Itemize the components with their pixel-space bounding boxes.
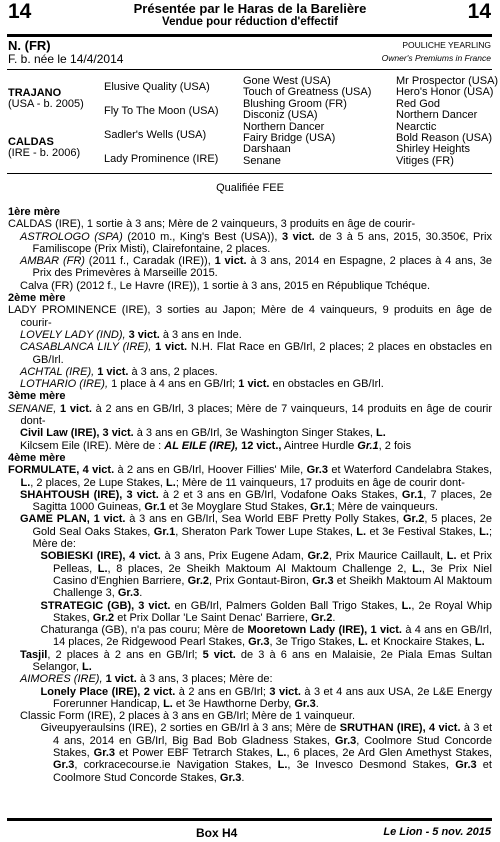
pedigree-gen2-1: Elusive Quality (USA)	[104, 81, 210, 93]
dam-name: CALDAS	[8, 136, 54, 148]
pedigree-gen4	[396, 76, 498, 167]
gen4-8: Vitiges (FR)	[396, 154, 454, 167]
third-dam-produce-2: Kilcsem Eile (IRE). Mère de : AL EILE (IRE), 12 vict., Aintree Hurdle Gr.1, 2 fois	[20, 439, 412, 452]
gen4-6: Bold Reason (USA)	[396, 132, 492, 145]
second-dam-main: LADY PROMINENCE (IRE), 3 sorties au Japon; Mère de 4 vainqueurs, 9 produits en âge de courir-	[8, 304, 492, 329]
gen3-6: Fairy Bridge (USA)	[243, 132, 336, 145]
fourth-dam-produce-1: SHAHTOUSH (IRE), 3 vict. à 2 et 3 ans en GB/Irl, Vodafone Oaks Stakes, Gr.1, 7 places, 2e Sagitta 1000 Guineas, Gr.1 et 3e Moyglare Stud Stakes, Gr.1; Mère de vainqueurs.	[20, 488, 492, 514]
consignor-line: Présentée par le Haras de la Barelière	[133, 1, 367, 16]
gen3-7: Darshaan	[243, 143, 291, 156]
gen3-3: Blushing Groom (FR)	[243, 97, 347, 110]
fourth-dam-grandproduce-4: Lonely Place (IRE), 2 vict. à 2 ans en GB/Irl; 3 vict. à 3 et 4 ans aux USA, 2e L&E Energy Forerunner Handicap, L. et 3e Hawthorne Derby, Gr.3.	[40, 685, 492, 710]
dam-info: (IRE - b. 2006)	[8, 147, 81, 160]
lot-number-right: 14	[467, 0, 491, 23]
lot-number-left: 14	[8, 0, 32, 23]
sale-venue-date: Le Lion - 5 nov. 2015	[383, 826, 491, 838]
footer-rule	[7, 818, 492, 821]
pedigree-gen2-4: Lady Prominence (IRE)	[104, 153, 219, 165]
first-dam-main: CALDAS (IRE), 1 sortie à 3 ans; Mère de 2 vainqueurs, 3 produits en âge de courir-	[8, 218, 416, 231]
second-dam-produce-3: ACHTAL (IRE), 1 vict. à 3 ans, 2 places.	[20, 365, 218, 378]
fourth-dam-grandproduce-3: Chaturanga (GB), n'a pas couru; Mère de Mooretown Lady (IRE), 1 vict. à 4 ans en GB/Irl, 14 places, 2e Ridgewood Pearl Stakes, Gr.3, 3e Trigo Stakes, L. et Knockaire Stakes, L.	[40, 624, 493, 649]
fourth-dam-produce-5: Classic Form (IRE), 2 places à 3 ans en GB/Irl; Mère de 1 vainqueur.	[20, 710, 356, 723]
gen4-1: Mr Prospector (USA)	[396, 75, 499, 87]
gen3-5: Northern Dancer	[243, 120, 325, 133]
owner-premium: Owner's Premiums in France	[381, 53, 491, 63]
gen3-1: Gone West (USA)	[243, 75, 331, 87]
pedigree-gen3	[243, 76, 371, 167]
first-dam-title: 1ère mère	[8, 206, 60, 218]
horse-category: POULICHE YEARLING	[402, 40, 491, 50]
box-number: Box H4	[196, 826, 238, 840]
first-dam-produce-1: ASTROLOGO (SPA) (2010 m., King's Best (USA)), 3 vict. de 3 à 5 ans, 2015, 30.350€, Prix Familiscope (Prix Misti), Clairefontaine, 2 places.	[20, 230, 492, 255]
horse-birth: F. b. née le 14/4/2014	[8, 52, 124, 66]
sire-info: (USA - b. 2005)	[8, 98, 84, 111]
gen4-4: Northern Dancer	[396, 109, 478, 122]
gen3-2: Touch of Greatness (USA)	[243, 86, 372, 99]
second-dam-title: 2ème mère	[8, 292, 66, 305]
fourth-dam-produce-2: GAME PLAN, 1 vict. à 3 ans en GB/Irl, Sea World EBF Pretty Polly Stakes, Gr.2, 5 places, 2e Gold Seal Oaks Stakes, Gr.1, Sheraton Park Tower Lupe Stakes, L. et 3e Festival Stakes, L.; Mère de:	[20, 513, 493, 551]
second-dam-produce-2: CASABLANCA LILY (IRE), 1 vict. N.H. Flat Race en GB/Irl, 2 places; 2 places en obstacles en GB/Irl.	[20, 341, 492, 366]
fourth-dam-main: FORMULATE, 4 vict. à 2 ans en GB/Irl, Hoover Fillies' Mile, Gr.3 et Waterford Candelabra Stakes, L., 2 places, 2e Lupe Stakes, L.; Mère de 11 vainqueurs, 17 produits en âge de courir dont-	[8, 464, 493, 489]
second-dam-produce-4: LOTHARIO (IRE), 1 place à 4 ans en GB/Irl; 1 vict. en obstacles en GB/Irl.	[20, 378, 384, 391]
third-dam-produce-1: Civil Law (IRE), 3 vict. à 3 ans en GB/Irl, 3e Washington Singer Stakes, L.	[20, 427, 386, 440]
gen4-7: Shirley Heights	[396, 143, 470, 156]
pedigree-gen2-3: Sadler's Wells (USA)	[104, 129, 207, 141]
header-rule	[7, 34, 492, 37]
gen3-4: Disconiz (USA)	[243, 109, 318, 122]
produce-record	[8, 206, 492, 784]
fourth-dam-produce-4: AIMORES (IRE), 1 vict. à 3 ans, 3 places; Mère de:	[20, 673, 273, 686]
gen3-8: Senane	[243, 154, 281, 167]
pedigree-rule-top	[7, 69, 492, 70]
pedigree-sire	[8, 88, 84, 111]
third-dam-main: SENANE, 1 vict. à 2 ans en GB/Irl, 3 places; Mère de 7 vainqueurs, 14 produits en âge de courir dont-	[8, 402, 492, 428]
horse-name: N. (FR)	[8, 38, 51, 53]
sale-reason-line: Vendue pour réduction d'effectif	[162, 16, 338, 28]
qualification: Qualifiée FEE	[216, 182, 284, 194]
pedigree-dam	[8, 137, 80, 160]
first-dam-produce-2: AMBAR (FR) (2011 f., Caradak (IRE)), 1 vict. à 3 ans, 2014 en Espagne, 2 places à 4 ans, 3e Prix des Primevères à Marseille 2015.	[20, 255, 492, 280]
second-dam-produce-1: LOVELY LADY (IND), 3 vict. à 3 ans en Inde.	[20, 328, 242, 341]
first-dam-produce-3: Calva (FR) (2012 f., Le Havre (IRE)), 1 sortie à 3 ans, 2015 en République Tchéque.	[20, 279, 431, 292]
gen4-5: Nearctic	[396, 120, 437, 133]
pedigree-gen2-2: Fly To The Moon (USA)	[104, 105, 219, 117]
pedigree-rule-bottom	[7, 173, 492, 174]
sire-name: TRAJANO	[8, 87, 62, 99]
third-dam-title: 3ème mère	[8, 390, 66, 403]
fourth-dam-produce-3: Tasjil, 2 places à 2 ans en GB/Irl; 5 vict. de 3 à 6 ans en Malaisie, 2e Piala Emas Sultan Selangor, L.	[20, 648, 493, 673]
fourth-dam-grandproduce-2: STRATEGIC (GB), 3 vict. en GB/Irl, Palmers Golden Ball Trigo Stakes, L., 2e Royal Whip Stakes, Gr.2 et Prix Dollar 'Le Saint Denac' Barriere, Gr.2.	[40, 599, 492, 624]
gen4-3: Red God	[396, 97, 441, 110]
fourth-dam-grandproduce-1: SOBIESKI (IRE), 4 vict. à 3 ans, Prix Eugene Adam, Gr.2, Prix Maurice Caillault, L. et Prix Pelleas, L., 8 places, 2e Sheikh Maktoum Al Maktoum Challenge 2, L., 3e Prix Niel Casino d'Enghien Barriere, Gr.2, Prix Gontaut-Biron, Gr.3 et Sheikh Maktoum Al Maktoum Challenge 3, Gr.3.	[40, 550, 492, 600]
fourth-dam-title: 4ème mère	[8, 451, 66, 464]
gen4-2: Hero's Honor (USA)	[396, 86, 494, 99]
fourth-dam-grandproduce-5: Giveupyeraulsins (IRE), 2 sorties en GB/Irl à 3 ans; Mère de SRUTHAN (IRE), 4 vict. à 3 et 4 ans, 2014 en GB/Irl, Big Bad Bob Gladness Stakes, Gr.3, Coolmore Stud Concorde Stakes, Gr.3 et Power EBF Tetrarch Stakes, L., 6 places, 2e Ard Glen Amethyst Stakes, Gr.3, corkracecourse.ie Navigation Stakes, L., 3e Invesco Desmond Stakes, Gr.3 et Coolmore Stud Concorde Stakes, Gr.3.	[40, 722, 493, 784]
